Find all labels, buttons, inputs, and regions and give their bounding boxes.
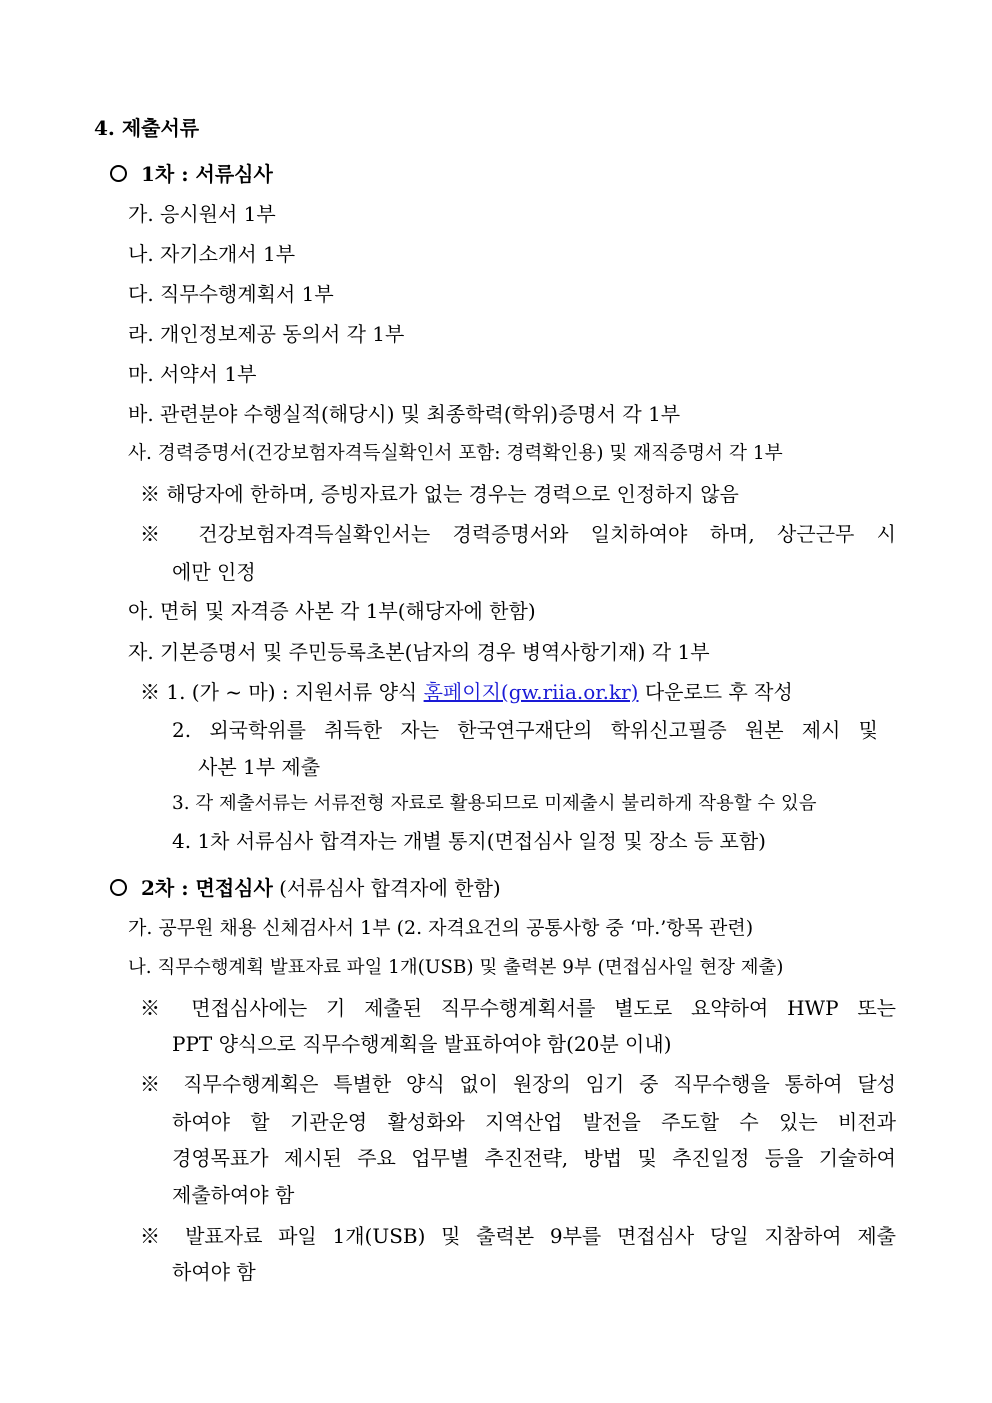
stage1-item-ja: 자. 기본증명서 및 주민등록초본(남자의 경우 병역사항기재) 각 1부 <box>128 640 710 664</box>
stage1-remark-2-cont: 사본 1부 제출 <box>198 755 321 779</box>
stage1-item-ra: 라. 개인정보제공 동의서 각 1부 <box>128 322 405 346</box>
homepage-link[interactable]: 홈페이지(gw.riia.or.kr) <box>423 680 639 704</box>
stage2-note-3: ※ 발표자료 파일 1개(USB) 및 출력본 9부를 면접심사 당일 지참하여 제출 <box>140 1224 896 1248</box>
stage1-item-sa: 사. 경력증명서(건강보험자격득실확인서 포함: 경력확인용) 및 재직증명서 각 1부 <box>128 443 783 464</box>
stage2-note-1-cont: PPT 양식으로 직무수행계획을 발표하여야 함(20분 이내) <box>172 1032 672 1056</box>
stage2-note-2: ※ 직무수행계획은 특별한 양식 없이 원장의 임기 중 직무수행을 통하여 달성 <box>140 1072 896 1096</box>
stage1-item-ma: 마. 서약서 1부 <box>128 362 257 386</box>
stage2-note-1: ※ 면접심사에는 기 제출된 직무수행계획서를 별도로 요약하여 HWP 또는 <box>140 996 896 1020</box>
stage2-item-ga: 가. 공무원 채용 신체검사서 1부 (2. 자격요건의 공통사항 중 ‘마.’항목 관련) <box>128 917 754 939</box>
stage2-item-na: 나. 직무수행계획 발표자료 파일 1개(USB) 및 출력본 9부 (면접심사일 현장 제출) <box>128 957 784 978</box>
stage1-note-sa-2-cont: 에만 인정 <box>172 560 256 584</box>
stage2-note-2-cont-1: 하여야 할 기관운영 활성화와 지역산업 발전을 주도할 수 있는 비전과 <box>172 1110 896 1134</box>
stage2-heading: 2차 : 면접심사 (서류심사 합격자에 한함) <box>110 876 501 900</box>
stage1-item-ga: 가. 응시원서 1부 <box>128 202 276 226</box>
stage1-item-a: 아. 면허 및 자격증 사본 각 1부(해당자에 한함) <box>128 599 536 623</box>
stage1-note-sa-1: ※ 해당자에 한하며, 증빙자료가 없는 경우는 경력으로 인정하지 않음 <box>140 482 739 506</box>
stage1-note-sa-2: ※ 건강보험자격득실확인서는 경력증명서와 일치하여야 하며, 상근근무 시 <box>140 522 896 546</box>
stage1-remark-1: ※ 1. (가 ~ 마) : 지원서류 양식 홈페이지(gw.riia.or.kr) 다운로드 후 작성 <box>140 680 793 704</box>
stage1-heading: 1차 : 서류심사 <box>110 162 273 186</box>
stage1-item-na: 나. 자기소개서 1부 <box>128 242 296 266</box>
stage1-remark-3: 3. 각 제출서류는 서류전형 자료로 활용되므로 미제출시 불리하게 작용할 수 있음 <box>172 793 817 814</box>
circle-bullet-icon <box>110 879 127 896</box>
stage2-note-3-cont: 하여야 함 <box>172 1260 256 1284</box>
section-title: 4. 제출서류 <box>94 116 200 140</box>
stage2-note-2-cont-3: 제출하여야 함 <box>172 1183 295 1207</box>
circle-bullet-icon <box>110 165 127 182</box>
stage1-item-ba: 바. 관련분야 수행실적(해당시) 및 최종학력(학위)증명서 각 1부 <box>128 402 681 426</box>
stage1-remark-2: 2. 외국학위를 취득한 자는 한국연구재단의 학위신고필증 원본 제시 및 <box>172 718 878 742</box>
stage2-note-2-cont-2: 경영목표가 제시된 주요 업무별 추진전략, 방법 및 추진일정 등을 기술하여 <box>172 1146 896 1170</box>
stage1-remark-4: 4. 1차 서류심사 합격자는 개별 통지(면접심사 일정 및 장소 등 포함) <box>172 829 766 853</box>
stage1-item-da: 다. 직무수행계획서 1부 <box>128 282 334 306</box>
